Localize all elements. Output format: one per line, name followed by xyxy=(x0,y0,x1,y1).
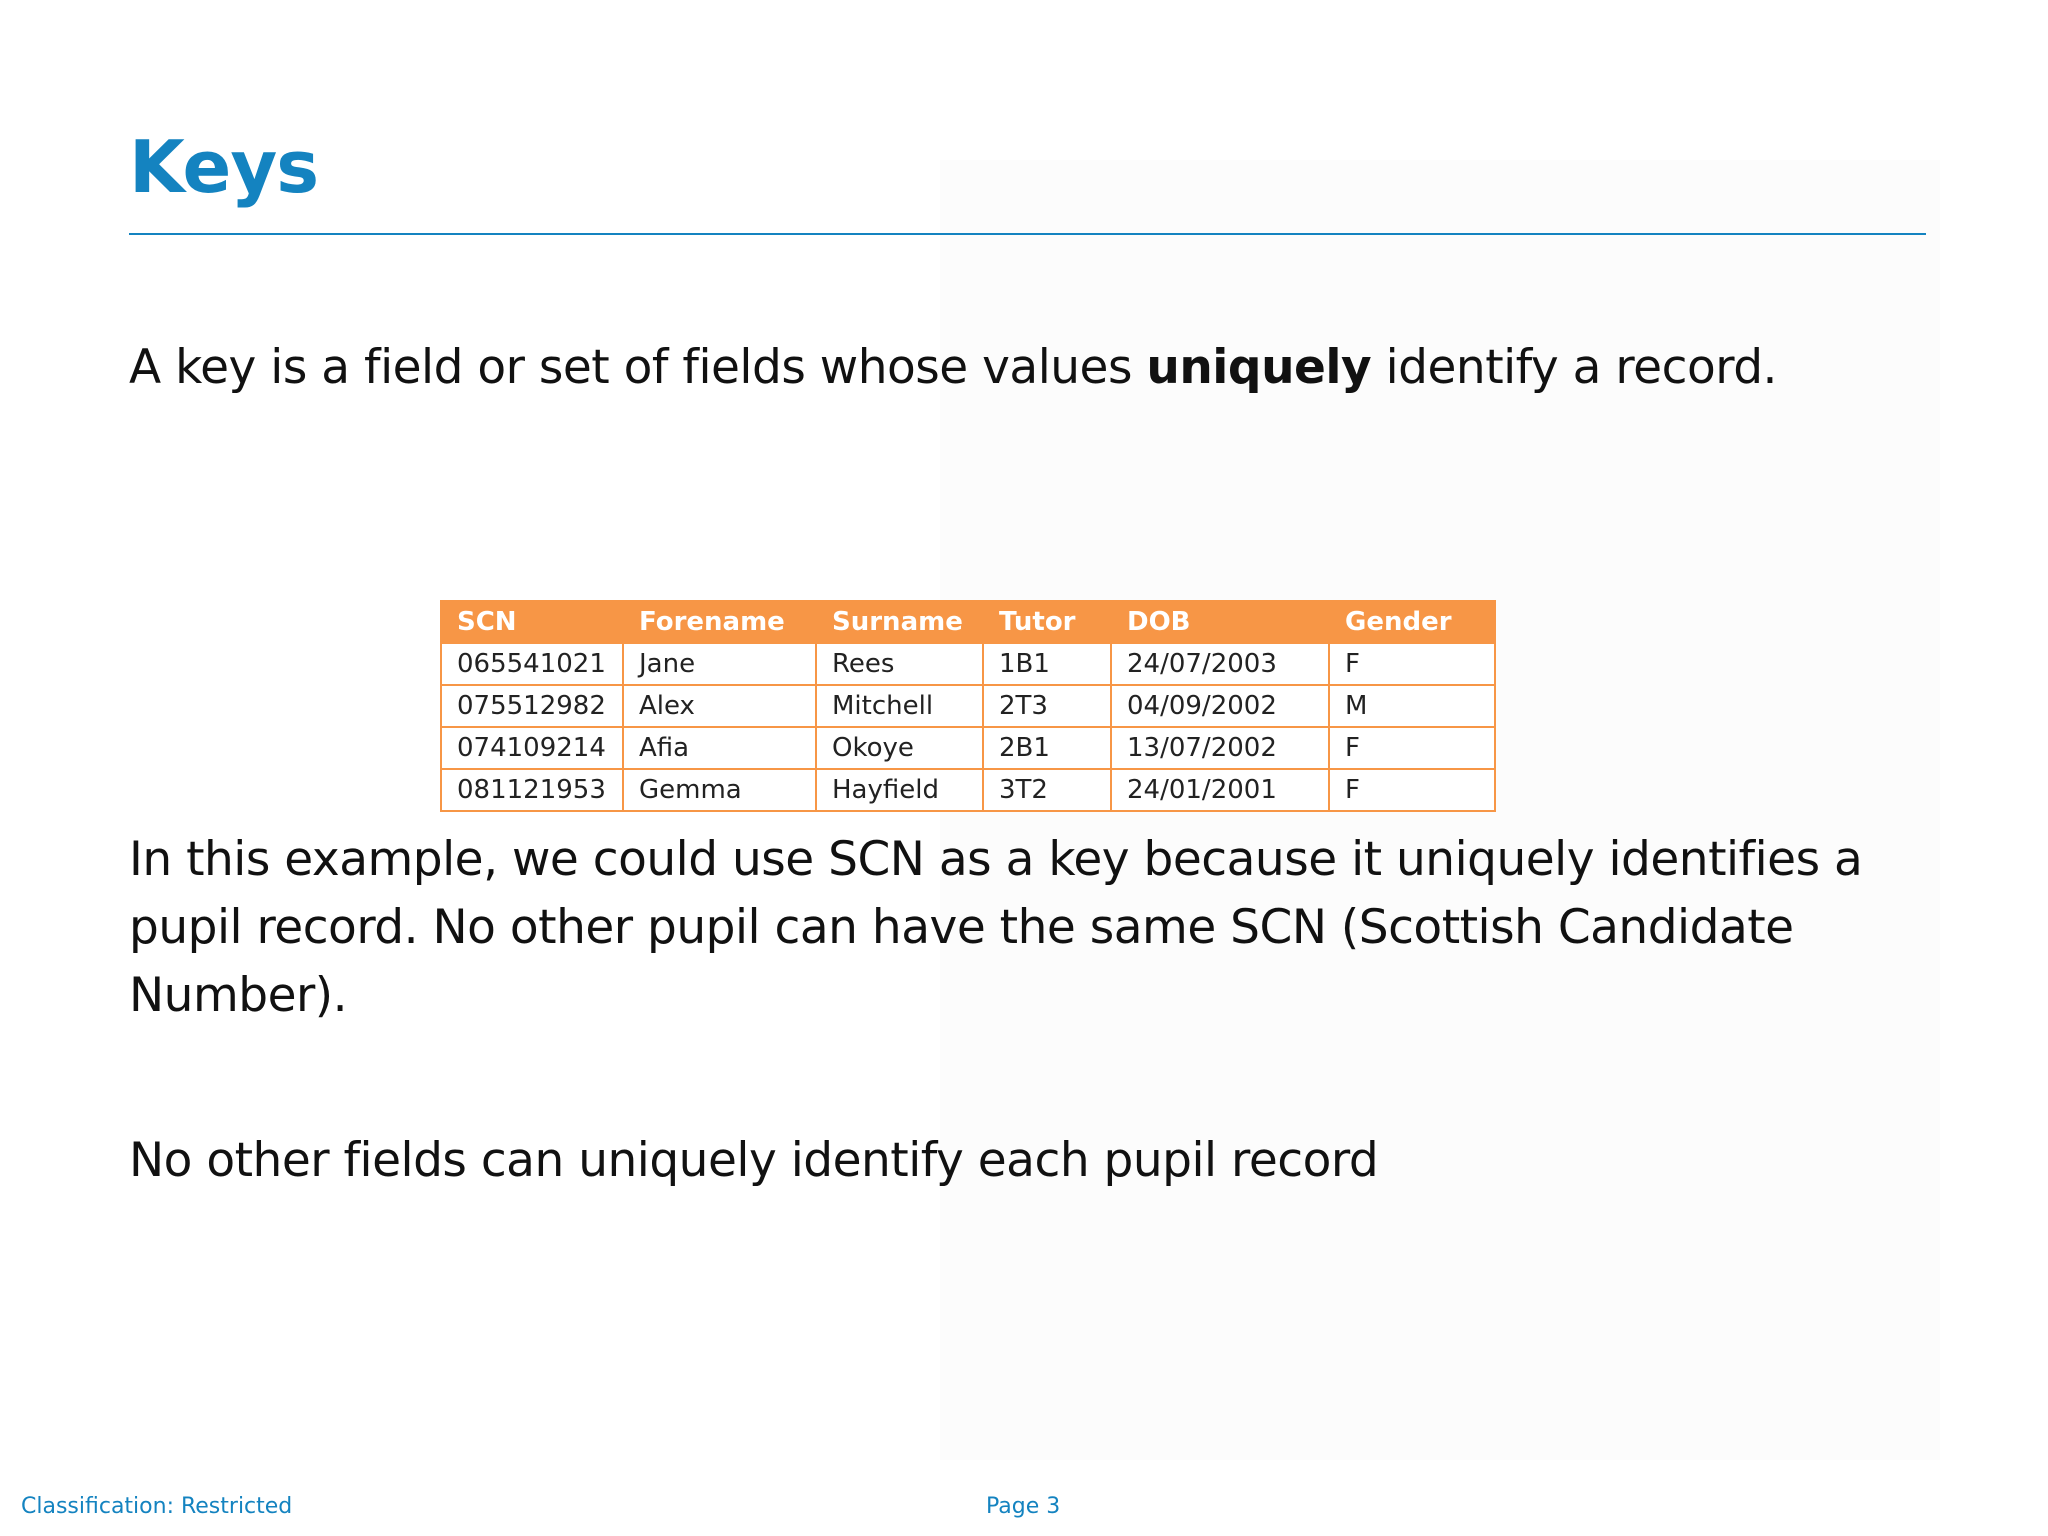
cell-forename: Jane xyxy=(623,643,816,685)
column-header-surname: Surname xyxy=(816,601,983,643)
column-header-gender: Gender xyxy=(1329,601,1495,643)
cell-forename: Gemma xyxy=(623,769,816,811)
cell-tutor: 2B1 xyxy=(983,727,1111,769)
classification-label: Classification: Restricted xyxy=(21,1494,293,1519)
title-underline xyxy=(129,233,1926,235)
cell-scn: 065541021 xyxy=(441,643,623,685)
explanation-paragraph: In this example, we could use SCN as a key because it uniquely identifies a pupil record. No other pupil can have the same SCN (Scottish Candidate Number). xyxy=(129,832,1863,1023)
cell-dob: 24/01/2001 xyxy=(1111,769,1329,811)
cell-scn: 074109214 xyxy=(441,727,623,769)
cell-scn: 075512982 xyxy=(441,685,623,727)
intro-text-after: identify a record. xyxy=(1371,340,1777,395)
cell-tutor: 1B1 xyxy=(983,643,1111,685)
page-title: Keys xyxy=(129,125,319,209)
table-row xyxy=(441,685,1495,727)
column-header-dob: DOB xyxy=(1111,601,1329,643)
column-header-scn: SCN xyxy=(441,601,623,643)
cell-scn: 081121953 xyxy=(441,769,623,811)
cell-surname: Rees xyxy=(816,643,983,685)
cell-gender: F xyxy=(1329,769,1495,811)
column-header-forename: Forename xyxy=(623,601,816,643)
column-header-tutor: Tutor xyxy=(983,601,1111,643)
table-row xyxy=(441,643,1495,685)
intro-paragraph xyxy=(129,334,1777,402)
cell-surname: Hayfield xyxy=(816,769,983,811)
intro-text-before: A key is a field or set of fields whose values xyxy=(129,340,1147,395)
table-row xyxy=(441,727,1495,769)
cell-dob: 13/07/2002 xyxy=(1111,727,1329,769)
cell-gender: M xyxy=(1329,685,1495,727)
conclusion-paragraph: No other fields can uniquely identify each pupil record xyxy=(129,1133,1379,1188)
cell-tutor: 2T3 xyxy=(983,685,1111,727)
table-row xyxy=(441,769,1495,811)
cell-surname: Mitchell xyxy=(816,685,983,727)
pupil-table xyxy=(440,600,1496,812)
table-header-row xyxy=(441,601,1495,643)
cell-forename: Afia xyxy=(623,727,816,769)
cell-gender: F xyxy=(1329,727,1495,769)
cell-dob: 04/09/2002 xyxy=(1111,685,1329,727)
cell-surname: Okoye xyxy=(816,727,983,769)
intro-emphasis: uniquely xyxy=(1146,340,1372,395)
cell-forename: Alex xyxy=(623,685,816,727)
cell-gender: F xyxy=(1329,643,1495,685)
cell-tutor: 3T2 xyxy=(983,769,1111,811)
page-number: Page 3 xyxy=(986,1494,1061,1519)
cell-dob: 24/07/2003 xyxy=(1111,643,1329,685)
pupil-table-container xyxy=(440,600,1494,808)
